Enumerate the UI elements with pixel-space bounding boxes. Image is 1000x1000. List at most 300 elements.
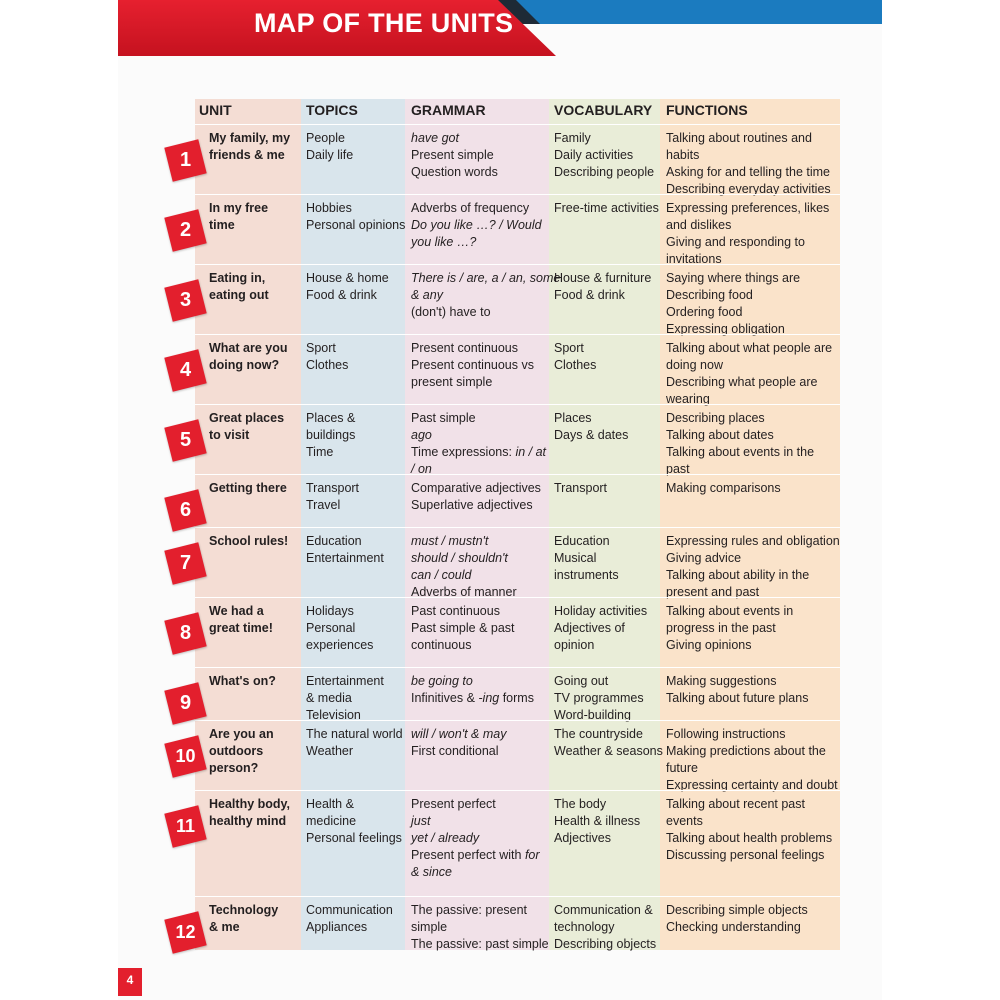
grammar-segment: First conditional xyxy=(411,744,499,758)
page-number: 4 xyxy=(126,973,134,987)
topics-cell-line: Personal feelings xyxy=(306,831,402,845)
topics-cell-line: & media xyxy=(306,691,352,705)
functions-cell-line: Making predictions about the xyxy=(666,744,826,758)
unit-name-line: What's on? xyxy=(209,674,276,688)
grammar-line xyxy=(411,620,515,637)
grammar-segment: Past simple xyxy=(411,411,476,425)
vocabulary-cell-line: TV programmes xyxy=(554,691,644,705)
unit-name-line: Great places xyxy=(209,411,285,425)
unit-number: 4 xyxy=(179,359,192,381)
grammar-segment: simple xyxy=(411,920,448,934)
units-map-table xyxy=(195,99,840,950)
unit-number: 5 xyxy=(179,429,192,451)
grammar-line xyxy=(411,919,549,936)
grammar-line xyxy=(411,813,540,830)
grammar-segment: have got xyxy=(411,131,459,145)
functions-cell-line: progress in the past xyxy=(666,621,776,635)
unit-name-line: to visit xyxy=(209,428,250,442)
unit-name-line: Eating in, xyxy=(209,271,266,285)
vocabulary-cell-line: Holiday activities xyxy=(554,604,648,618)
grammar-line xyxy=(411,830,540,847)
grammar-segment: Comparative adjectives xyxy=(411,481,541,495)
topics-cell xyxy=(306,533,384,567)
functions-cell-line: Talking about ability in the xyxy=(666,568,810,582)
header-vocabulary: VOCABULARY xyxy=(554,102,653,118)
functions-cell-line: Talking about health problems xyxy=(666,831,833,845)
functions-cell-line: Talking about routines and xyxy=(666,131,812,145)
grammar-line xyxy=(411,743,506,760)
vocabulary-cell xyxy=(554,410,628,444)
functions-cell-line: Checking understanding xyxy=(666,920,801,934)
unit-name-line: healthy mind xyxy=(209,814,287,828)
vocabulary-cell xyxy=(554,902,656,953)
topics-cell-line: Hobbies xyxy=(306,201,352,215)
grammar-segment: & any xyxy=(411,288,443,302)
vocabulary-cell-line: Adjectives xyxy=(554,831,611,845)
grammar-segment: & since xyxy=(411,865,452,879)
functions-cell-line: Giving opinions xyxy=(666,638,752,652)
functions-cell-line: Describing food xyxy=(666,288,753,302)
table-row xyxy=(195,896,840,951)
functions-cell-line: Talking about events in xyxy=(666,604,794,618)
unit-name-line: eating out xyxy=(209,288,269,302)
table-row xyxy=(195,790,840,897)
grammar-cell xyxy=(411,480,541,514)
table-row xyxy=(195,474,840,528)
grammar-line xyxy=(411,444,546,461)
vocabulary-cell xyxy=(554,480,607,497)
topics-cell xyxy=(306,340,348,374)
functions-cell xyxy=(666,673,808,707)
grammar-line xyxy=(411,690,534,707)
unit-name-line: What are you xyxy=(209,341,288,355)
topics-cell xyxy=(306,480,359,514)
vocabulary-cell-line: Word-building xyxy=(554,708,631,722)
grammar-cell xyxy=(411,200,542,251)
functions-cell-line: Expressing rules and obligation xyxy=(666,534,840,548)
functions-cell xyxy=(666,796,832,864)
grammar-line xyxy=(411,357,534,374)
functions-cell-line: invitations xyxy=(666,252,722,266)
topics-cell-line: People xyxy=(306,131,345,145)
topics-cell-line: Communication xyxy=(306,903,393,917)
vocabulary-cell xyxy=(554,200,659,217)
grammar-cell xyxy=(411,270,560,321)
table-row xyxy=(195,334,840,405)
vocabulary-cell-line: Describing objects xyxy=(554,937,657,951)
grammar-line xyxy=(411,200,542,217)
functions-cell xyxy=(666,200,829,268)
vocabulary-cell-line: House & furniture xyxy=(554,271,652,285)
functions-cell-line: Talking about dates xyxy=(666,428,774,442)
vocabulary-cell xyxy=(554,130,654,181)
functions-cell xyxy=(666,533,840,601)
grammar-segment: Question words xyxy=(411,165,498,179)
unit-name xyxy=(209,902,278,936)
unit-number-badge xyxy=(164,911,206,953)
table-row xyxy=(195,720,840,791)
unit-number: 9 xyxy=(179,692,192,714)
functions-cell-line: wearing xyxy=(666,392,710,406)
unit-name xyxy=(209,533,288,550)
functions-cell-line: Describing everyday activities xyxy=(666,182,831,196)
unit-number: 10 xyxy=(175,746,196,766)
unit-name-line: outdoors xyxy=(209,744,264,758)
grammar-segment: in / at xyxy=(515,445,547,459)
unit-name-line: We had a xyxy=(209,604,264,618)
topics-cell-line: Appliances xyxy=(306,920,368,934)
topics-cell-line: Places & xyxy=(306,411,356,425)
grammar-line xyxy=(411,130,498,147)
unit-name-line: doing now? xyxy=(209,358,280,372)
functions-cell xyxy=(666,902,808,936)
unit-name-line: My family, my xyxy=(209,131,291,145)
grammar-segment: -ing xyxy=(478,691,500,705)
topics-cell xyxy=(306,603,373,654)
topics-cell xyxy=(306,270,389,304)
grammar-segment: The passive: present xyxy=(411,903,528,917)
unit-name xyxy=(209,796,290,830)
grammar-segment: must / mustn't xyxy=(411,534,489,548)
functions-cell-line: Ordering food xyxy=(666,305,743,319)
unit-number-badge xyxy=(164,542,206,584)
functions-cell-line: Talking about events in the xyxy=(666,445,815,459)
vocabulary-cell-line: Communication & xyxy=(554,903,653,917)
page-number-box xyxy=(118,968,142,996)
functions-cell-line: Following instructions xyxy=(666,727,786,741)
unit-number: 1 xyxy=(179,149,192,171)
topics-cell xyxy=(306,726,403,760)
grammar-cell xyxy=(411,410,546,478)
grammar-line xyxy=(411,603,515,620)
topics-cell-line: Transport xyxy=(306,481,360,495)
functions-cell-line: future xyxy=(666,761,698,775)
unit-name-line: time xyxy=(209,218,235,232)
grammar-cell xyxy=(411,533,517,601)
unit-number-badge xyxy=(164,612,206,654)
topics-cell-line: House & home xyxy=(306,271,389,285)
topics-cell-line: Personal xyxy=(306,621,356,635)
header-unit: UNIT xyxy=(199,102,232,118)
grammar-segment: forms xyxy=(499,691,534,705)
functions-cell xyxy=(666,270,800,338)
vocabulary-cell-line: Food & drink xyxy=(554,288,625,302)
vocabulary-cell-line: technology xyxy=(554,920,615,934)
functions-cell-line: Making comparisons xyxy=(666,481,781,495)
topics-cell-line: Weather xyxy=(306,744,354,758)
topics-cell xyxy=(306,200,405,234)
unit-number-badge xyxy=(164,209,206,251)
functions-cell-line: Expressing preferences, likes xyxy=(666,201,830,215)
grammar-segment: continuous xyxy=(411,638,472,652)
unit-name-line: In my free xyxy=(209,201,269,215)
unit-number-badge xyxy=(164,349,206,391)
grammar-line xyxy=(411,287,560,304)
functions-cell-line: habits xyxy=(666,148,700,162)
functions-cell xyxy=(666,726,838,794)
unit-name-line: Are you an xyxy=(209,727,274,741)
page-title: MAP OF THE UNITS xyxy=(254,8,514,38)
vocabulary-cell-line: Places xyxy=(554,411,592,425)
unit-name xyxy=(209,480,287,497)
topics-cell-line: Entertainment xyxy=(306,674,384,688)
grammar-cell xyxy=(411,902,549,953)
vocabulary-cell xyxy=(554,673,644,724)
vocabulary-cell xyxy=(554,340,596,374)
table-row xyxy=(195,124,840,195)
unit-number: 7 xyxy=(179,552,192,574)
functions-cell-line: Describing simple objects xyxy=(666,903,808,917)
grammar-line xyxy=(411,374,534,391)
topics-cell-line: Holidays xyxy=(306,604,354,618)
unit-number: 6 xyxy=(179,499,192,521)
unit-number-badge xyxy=(164,279,206,321)
vocabulary-cell-line: The body xyxy=(554,797,607,811)
grammar-segment: Do you like …? / Would xyxy=(411,218,542,232)
grammar-segment: will / won't & may xyxy=(411,727,507,741)
functions-cell xyxy=(666,410,814,478)
grammar-segment: you like …? xyxy=(411,235,477,249)
vocabulary-cell-line: Health & illness xyxy=(554,814,641,828)
grammar-line xyxy=(411,550,517,567)
vocabulary-cell-line: Free-time activities xyxy=(554,201,659,215)
unit-name xyxy=(209,130,290,164)
table-row xyxy=(195,404,840,475)
functions-cell xyxy=(666,130,831,198)
grammar-segment: Present perfect with xyxy=(411,848,525,862)
grammar-segment: There is / are, a / an, some xyxy=(411,271,561,285)
grammar-line xyxy=(411,637,515,654)
vocabulary-cell-line: opinion xyxy=(554,638,595,652)
topics-cell xyxy=(306,410,355,461)
grammar-segment: for xyxy=(524,848,540,862)
grammar-line xyxy=(411,497,541,514)
grammar-line xyxy=(411,234,542,251)
topics-cell-line: Daily life xyxy=(306,148,354,162)
functions-cell xyxy=(666,480,781,497)
vocabulary-cell xyxy=(554,796,640,847)
topics-cell-line: Education xyxy=(306,534,362,548)
grammar-segment: Present perfect xyxy=(411,797,496,811)
topics-cell-line: experiences xyxy=(306,638,374,652)
unit-name xyxy=(209,603,273,637)
grammar-line xyxy=(411,726,506,743)
unit-name-line: Technology xyxy=(209,903,279,917)
grammar-segment: Superlative adjectives xyxy=(411,498,533,512)
topics-cell xyxy=(306,130,353,164)
topics-cell-line: Food & drink xyxy=(306,288,377,302)
table-row xyxy=(195,667,840,721)
topics-cell-line: Personal opinions xyxy=(306,218,406,232)
grammar-segment: Infinitives & xyxy=(411,691,479,705)
grammar-line xyxy=(411,533,517,550)
functions-cell-line: Giving and responding to xyxy=(666,235,805,249)
functions-cell-line: Expressing obligation xyxy=(666,322,785,336)
grammar-segment: (don't) have to xyxy=(411,305,491,319)
header-banner-blue xyxy=(500,0,882,24)
vocabulary-cell-line: instruments xyxy=(554,568,619,582)
grammar-segment: Present continuous vs xyxy=(411,358,534,372)
functions-cell-line: Describing what people are xyxy=(666,375,818,389)
vocabulary-cell-line: The countryside xyxy=(554,727,643,741)
functions-cell-line: present and past xyxy=(666,585,760,599)
unit-name xyxy=(209,673,276,690)
table-header-row xyxy=(195,99,840,124)
grammar-line xyxy=(411,304,560,321)
unit-name-line: & me xyxy=(209,920,240,934)
grammar-segment: just xyxy=(411,814,431,828)
unit-number-badge xyxy=(164,805,206,847)
header-functions: FUNCTIONS xyxy=(666,102,748,118)
grammar-segment: Present continuous xyxy=(411,341,519,355)
grammar-segment: be going to xyxy=(411,674,473,688)
grammar-line xyxy=(411,847,540,864)
topics-cell-line: Television xyxy=(306,708,361,722)
vocabulary-cell-line: Daily activities xyxy=(554,148,634,162)
grammar-cell xyxy=(411,796,540,881)
unit-number: 12 xyxy=(175,922,196,942)
unit-number: 8 xyxy=(179,622,192,644)
unit-name-line: Getting there xyxy=(209,481,287,495)
grammar-segment: ago xyxy=(411,428,432,442)
topics-cell xyxy=(306,673,384,724)
functions-cell-line: Talking about future plans xyxy=(666,691,809,705)
unit-number-badge xyxy=(164,419,206,461)
grammar-segment: should / shouldn't xyxy=(411,551,508,565)
unit-name xyxy=(209,340,288,374)
grammar-line xyxy=(411,147,498,164)
vocabulary-cell-line: Weather & seasons xyxy=(554,744,663,758)
topics-cell xyxy=(306,796,402,847)
functions-cell-line: past xyxy=(666,462,690,476)
functions-cell-line: Saying where things are xyxy=(666,271,801,285)
grammar-cell xyxy=(411,130,498,181)
functions-cell xyxy=(666,340,832,408)
grammar-line xyxy=(411,902,549,919)
functions-cell-line: Talking about recent past xyxy=(666,797,805,811)
grammar-cell xyxy=(411,673,534,707)
vocabulary-cell-line: Sport xyxy=(554,341,584,355)
vocabulary-cell-line: Going out xyxy=(554,674,609,688)
unit-name xyxy=(209,200,268,234)
vocabulary-cell xyxy=(554,270,651,304)
vocabulary-cell xyxy=(554,533,619,584)
functions-cell-line: Making suggestions xyxy=(666,674,777,688)
unit-name-line: friends & me xyxy=(209,148,285,162)
vocabulary-cell xyxy=(554,726,663,760)
grammar-segment: present simple xyxy=(411,375,493,389)
grammar-line xyxy=(411,480,541,497)
table-row xyxy=(195,527,840,598)
functions-cell-line: doing now xyxy=(666,358,723,372)
topics-cell-line: Entertainment xyxy=(306,551,384,565)
topics-cell-line: The natural world xyxy=(306,727,403,741)
header-grammar: GRAMMAR xyxy=(411,102,486,118)
functions-cell-line: Expressing certainty and doubt xyxy=(666,778,838,792)
unit-number: 3 xyxy=(179,289,192,311)
vocabulary-cell-line: Describing people xyxy=(554,165,655,179)
unit-number-badge xyxy=(164,682,206,724)
header-topics: TOPICS xyxy=(306,102,358,118)
topics-cell-line: Health & xyxy=(306,797,354,811)
unit-name-line: School rules! xyxy=(209,534,289,548)
unit-number: 11 xyxy=(175,816,196,836)
topics-cell-line: Sport xyxy=(306,341,336,355)
functions-cell xyxy=(666,603,793,654)
topics-cell-line: medicine xyxy=(306,814,357,828)
topics-cell-line: Clothes xyxy=(306,358,349,372)
topics-cell-line: Travel xyxy=(306,498,341,512)
unit-name-line: great time! xyxy=(209,621,273,635)
unit-number-badge xyxy=(164,735,206,777)
unit-name xyxy=(209,270,269,304)
vocabulary-cell-line: Clothes xyxy=(554,358,597,372)
topics-cell-line: Time xyxy=(306,445,334,459)
vocabulary-cell xyxy=(554,603,647,654)
grammar-segment: / on xyxy=(411,462,432,476)
unit-number-badge xyxy=(164,139,206,181)
vocabulary-cell-line: Family xyxy=(554,131,591,145)
grammar-line xyxy=(411,410,546,427)
table-row xyxy=(195,264,840,335)
grammar-segment: Adverbs of frequency xyxy=(411,201,530,215)
grammar-segment: Past simple & past xyxy=(411,621,515,635)
unit-name-line: Healthy body, xyxy=(209,797,291,811)
grammar-line xyxy=(411,270,560,287)
unit-name xyxy=(209,726,274,777)
vocabulary-cell-line: Transport xyxy=(554,481,608,495)
grammar-line xyxy=(411,217,542,234)
vocabulary-cell-line: Musical xyxy=(554,551,597,565)
grammar-line xyxy=(411,567,517,584)
grammar-cell xyxy=(411,340,534,391)
grammar-line xyxy=(411,427,546,444)
grammar-line xyxy=(411,673,534,690)
grammar-segment: yet / already xyxy=(411,831,480,845)
table-row xyxy=(195,597,840,668)
grammar-segment: Present simple xyxy=(411,148,494,162)
functions-cell-line: Asking for and telling the time xyxy=(666,165,830,179)
grammar-segment: The passive: past simple xyxy=(411,937,549,951)
grammar-cell xyxy=(411,603,515,654)
functions-cell-line: Giving advice xyxy=(666,551,742,565)
vocabulary-cell-line: Adjectives of xyxy=(554,621,625,635)
grammar-segment: Past continuous xyxy=(411,604,500,618)
unit-name xyxy=(209,410,284,444)
grammar-segment: Adverbs of manner xyxy=(411,585,517,599)
functions-cell-line: Describing places xyxy=(666,411,765,425)
grammar-line xyxy=(411,340,534,357)
grammar-line xyxy=(411,864,540,881)
unit-number: 2 xyxy=(179,219,192,241)
grammar-segment: can / could xyxy=(411,568,472,582)
table-row xyxy=(195,194,840,265)
functions-cell-line: events xyxy=(666,814,703,828)
functions-cell-line: Discussing personal feelings xyxy=(666,848,825,862)
functions-cell-line: and dislikes xyxy=(666,218,732,232)
vocabulary-cell-line: Education xyxy=(554,534,610,548)
grammar-segment: Time expressions: xyxy=(411,445,516,459)
topics-cell xyxy=(306,902,393,936)
unit-number-badge xyxy=(164,489,206,531)
vocabulary-cell-line: Days & dates xyxy=(554,428,629,442)
unit-name-line: person? xyxy=(209,761,259,775)
grammar-line xyxy=(411,936,549,953)
topics-cell-line: buildings xyxy=(306,428,356,442)
grammar-line xyxy=(411,164,498,181)
functions-cell-line: Talking about what people are xyxy=(666,341,833,355)
grammar-cell xyxy=(411,726,506,760)
